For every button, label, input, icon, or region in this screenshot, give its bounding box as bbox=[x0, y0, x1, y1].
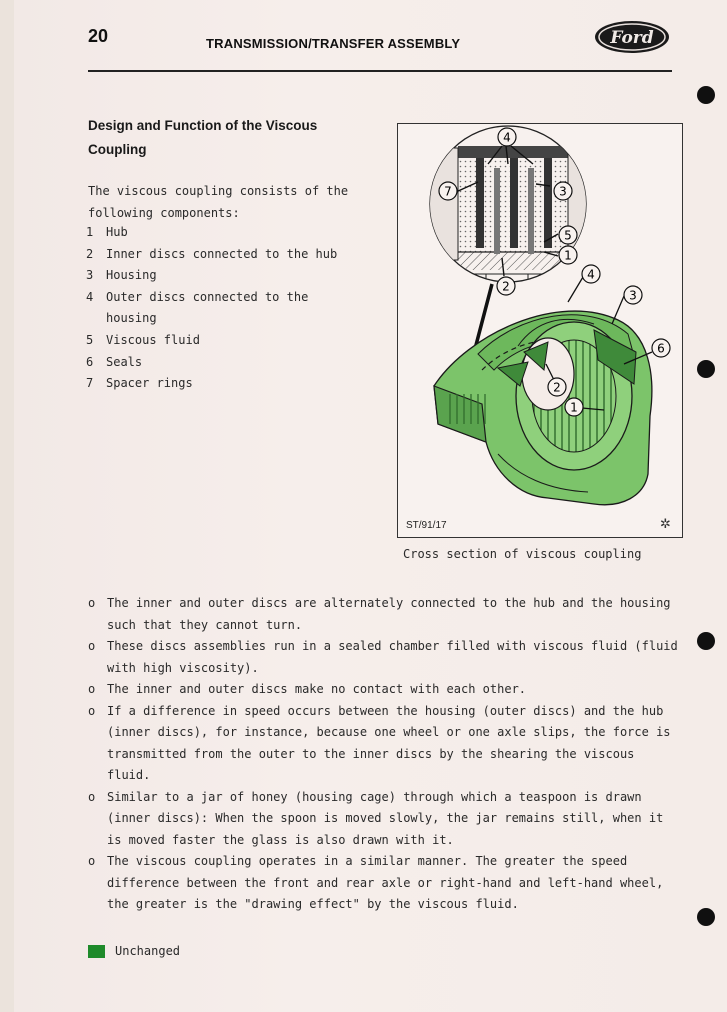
running-title: TRANSMISSION/TRANSFER ASSEMBLY bbox=[206, 36, 461, 51]
svg-text:1: 1 bbox=[564, 248, 572, 263]
callout-4-top bbox=[498, 128, 516, 146]
item-number: 3 bbox=[86, 268, 94, 283]
svg-text:4: 4 bbox=[587, 267, 595, 282]
item-number: 4 bbox=[86, 289, 94, 304]
header-rule bbox=[88, 70, 672, 72]
callout-6 bbox=[652, 339, 670, 357]
item-label: Hub bbox=[106, 225, 128, 239]
item-number: 2 bbox=[86, 246, 94, 261]
bullet-marker: o bbox=[88, 682, 96, 696]
list-item bbox=[86, 265, 386, 287]
bullet-text: The inner and outer discs are alternately connected to the hub and the housing such that they cannot turn. bbox=[107, 596, 671, 632]
binder-hole bbox=[697, 360, 715, 378]
logo-wordmark: Ford bbox=[610, 28, 654, 48]
item-label: Outer discs connected to the housing bbox=[106, 289, 309, 326]
list-item bbox=[86, 244, 386, 266]
list-item bbox=[88, 787, 688, 852]
item-number: 7 bbox=[86, 376, 94, 391]
ford-logo bbox=[594, 20, 670, 54]
bullet-text: The inner and outer discs make no contact with each other. bbox=[107, 682, 527, 696]
callout-4-bottom bbox=[582, 265, 600, 283]
binder-hole bbox=[697, 632, 715, 650]
list-item bbox=[86, 222, 386, 244]
binder-hole bbox=[697, 908, 715, 926]
bullet-text: The viscous coupling operates in a similar manner. The greater the speed difference between the front and rear axle or right-hand and left-hand wheel, the greater is the "drawing effect" by the viscous fluid. bbox=[107, 854, 664, 911]
item-number: 1 bbox=[86, 225, 94, 239]
bullet-marker: o bbox=[88, 703, 96, 718]
bullet-marker: o bbox=[88, 639, 96, 653]
callout-2-bottom bbox=[548, 378, 566, 396]
legend bbox=[88, 944, 180, 958]
list-item bbox=[86, 373, 386, 395]
item-label: Housing bbox=[106, 268, 157, 283]
bullet-list bbox=[88, 593, 688, 916]
svg-text:2: 2 bbox=[502, 279, 510, 294]
svg-text:1: 1 bbox=[570, 400, 578, 415]
bullet-text: If a difference in speed occurs between the housing (outer discs) and the hub (inner discs), for instance, because one wheel or one axle slips, the force is transmitted from the outer to the inner discs by the shearing the viscous fluid. bbox=[107, 703, 671, 782]
bullet-text: These discs assemblies run in a sealed chamber filled with viscous fluid (fluid with high viscosity). bbox=[107, 639, 678, 675]
callout-3-bottom bbox=[624, 286, 642, 304]
svg-text:3: 3 bbox=[629, 288, 637, 303]
component-list bbox=[86, 222, 386, 395]
callout-1-bottom bbox=[565, 398, 583, 416]
svg-text:7: 7 bbox=[444, 184, 452, 199]
binder-hole bbox=[697, 86, 715, 104]
legend-label: Unchanged bbox=[115, 944, 181, 958]
callout-7 bbox=[439, 182, 457, 200]
bullet-marker: o bbox=[88, 789, 96, 804]
item-number: 6 bbox=[86, 354, 94, 369]
cross-section-drawing bbox=[398, 124, 682, 537]
legend-swatch bbox=[88, 945, 105, 958]
intro-text: The viscous coupling consists of the following components: bbox=[88, 184, 349, 220]
list-item bbox=[88, 679, 688, 701]
list-item bbox=[88, 701, 688, 787]
cross-reference-icon: ✲ bbox=[660, 517, 671, 532]
callout-5 bbox=[559, 226, 577, 244]
bullet-marker: o bbox=[88, 596, 96, 610]
figure-code: ST/91/17 bbox=[406, 520, 447, 531]
list-item bbox=[86, 287, 386, 330]
item-number: 5 bbox=[86, 332, 94, 347]
bullet-marker: o bbox=[88, 854, 96, 868]
list-item bbox=[88, 851, 688, 916]
callout-1-top bbox=[559, 246, 577, 264]
list-item bbox=[88, 593, 688, 636]
page-number: 20 bbox=[88, 26, 109, 46]
item-label: Spacer rings bbox=[106, 376, 193, 391]
item-label: Seals bbox=[106, 354, 143, 369]
item-label: Inner discs connected to the hub bbox=[106, 246, 338, 261]
detail-magnifier bbox=[418, 126, 608, 294]
svg-text:6: 6 bbox=[657, 341, 665, 356]
svg-text:3: 3 bbox=[559, 184, 567, 199]
svg-text:5: 5 bbox=[564, 228, 572, 243]
bullet-text: Similar to a jar of honey (housing cage) through which a teaspoon is drawn (inner discs): When the spoon is moved slowly, the jar remains still, when it is moved faster the glass is also drawn with it. bbox=[107, 789, 664, 847]
coupling-body bbox=[434, 311, 652, 505]
list-item bbox=[86, 330, 386, 352]
viscous-coupling-figure bbox=[397, 123, 683, 538]
list-item bbox=[88, 636, 688, 679]
item-label: Viscous fluid bbox=[106, 332, 200, 347]
manual-page bbox=[14, 0, 727, 1012]
list-item bbox=[86, 352, 386, 374]
figure-caption: Cross section of viscous coupling bbox=[403, 547, 642, 561]
svg-text:4: 4 bbox=[503, 130, 511, 145]
svg-text:2: 2 bbox=[553, 380, 561, 395]
callout-2-top bbox=[497, 277, 515, 295]
callout-3-top bbox=[554, 182, 572, 200]
section-heading: Design and Function of the Viscous Coupling bbox=[88, 118, 318, 157]
